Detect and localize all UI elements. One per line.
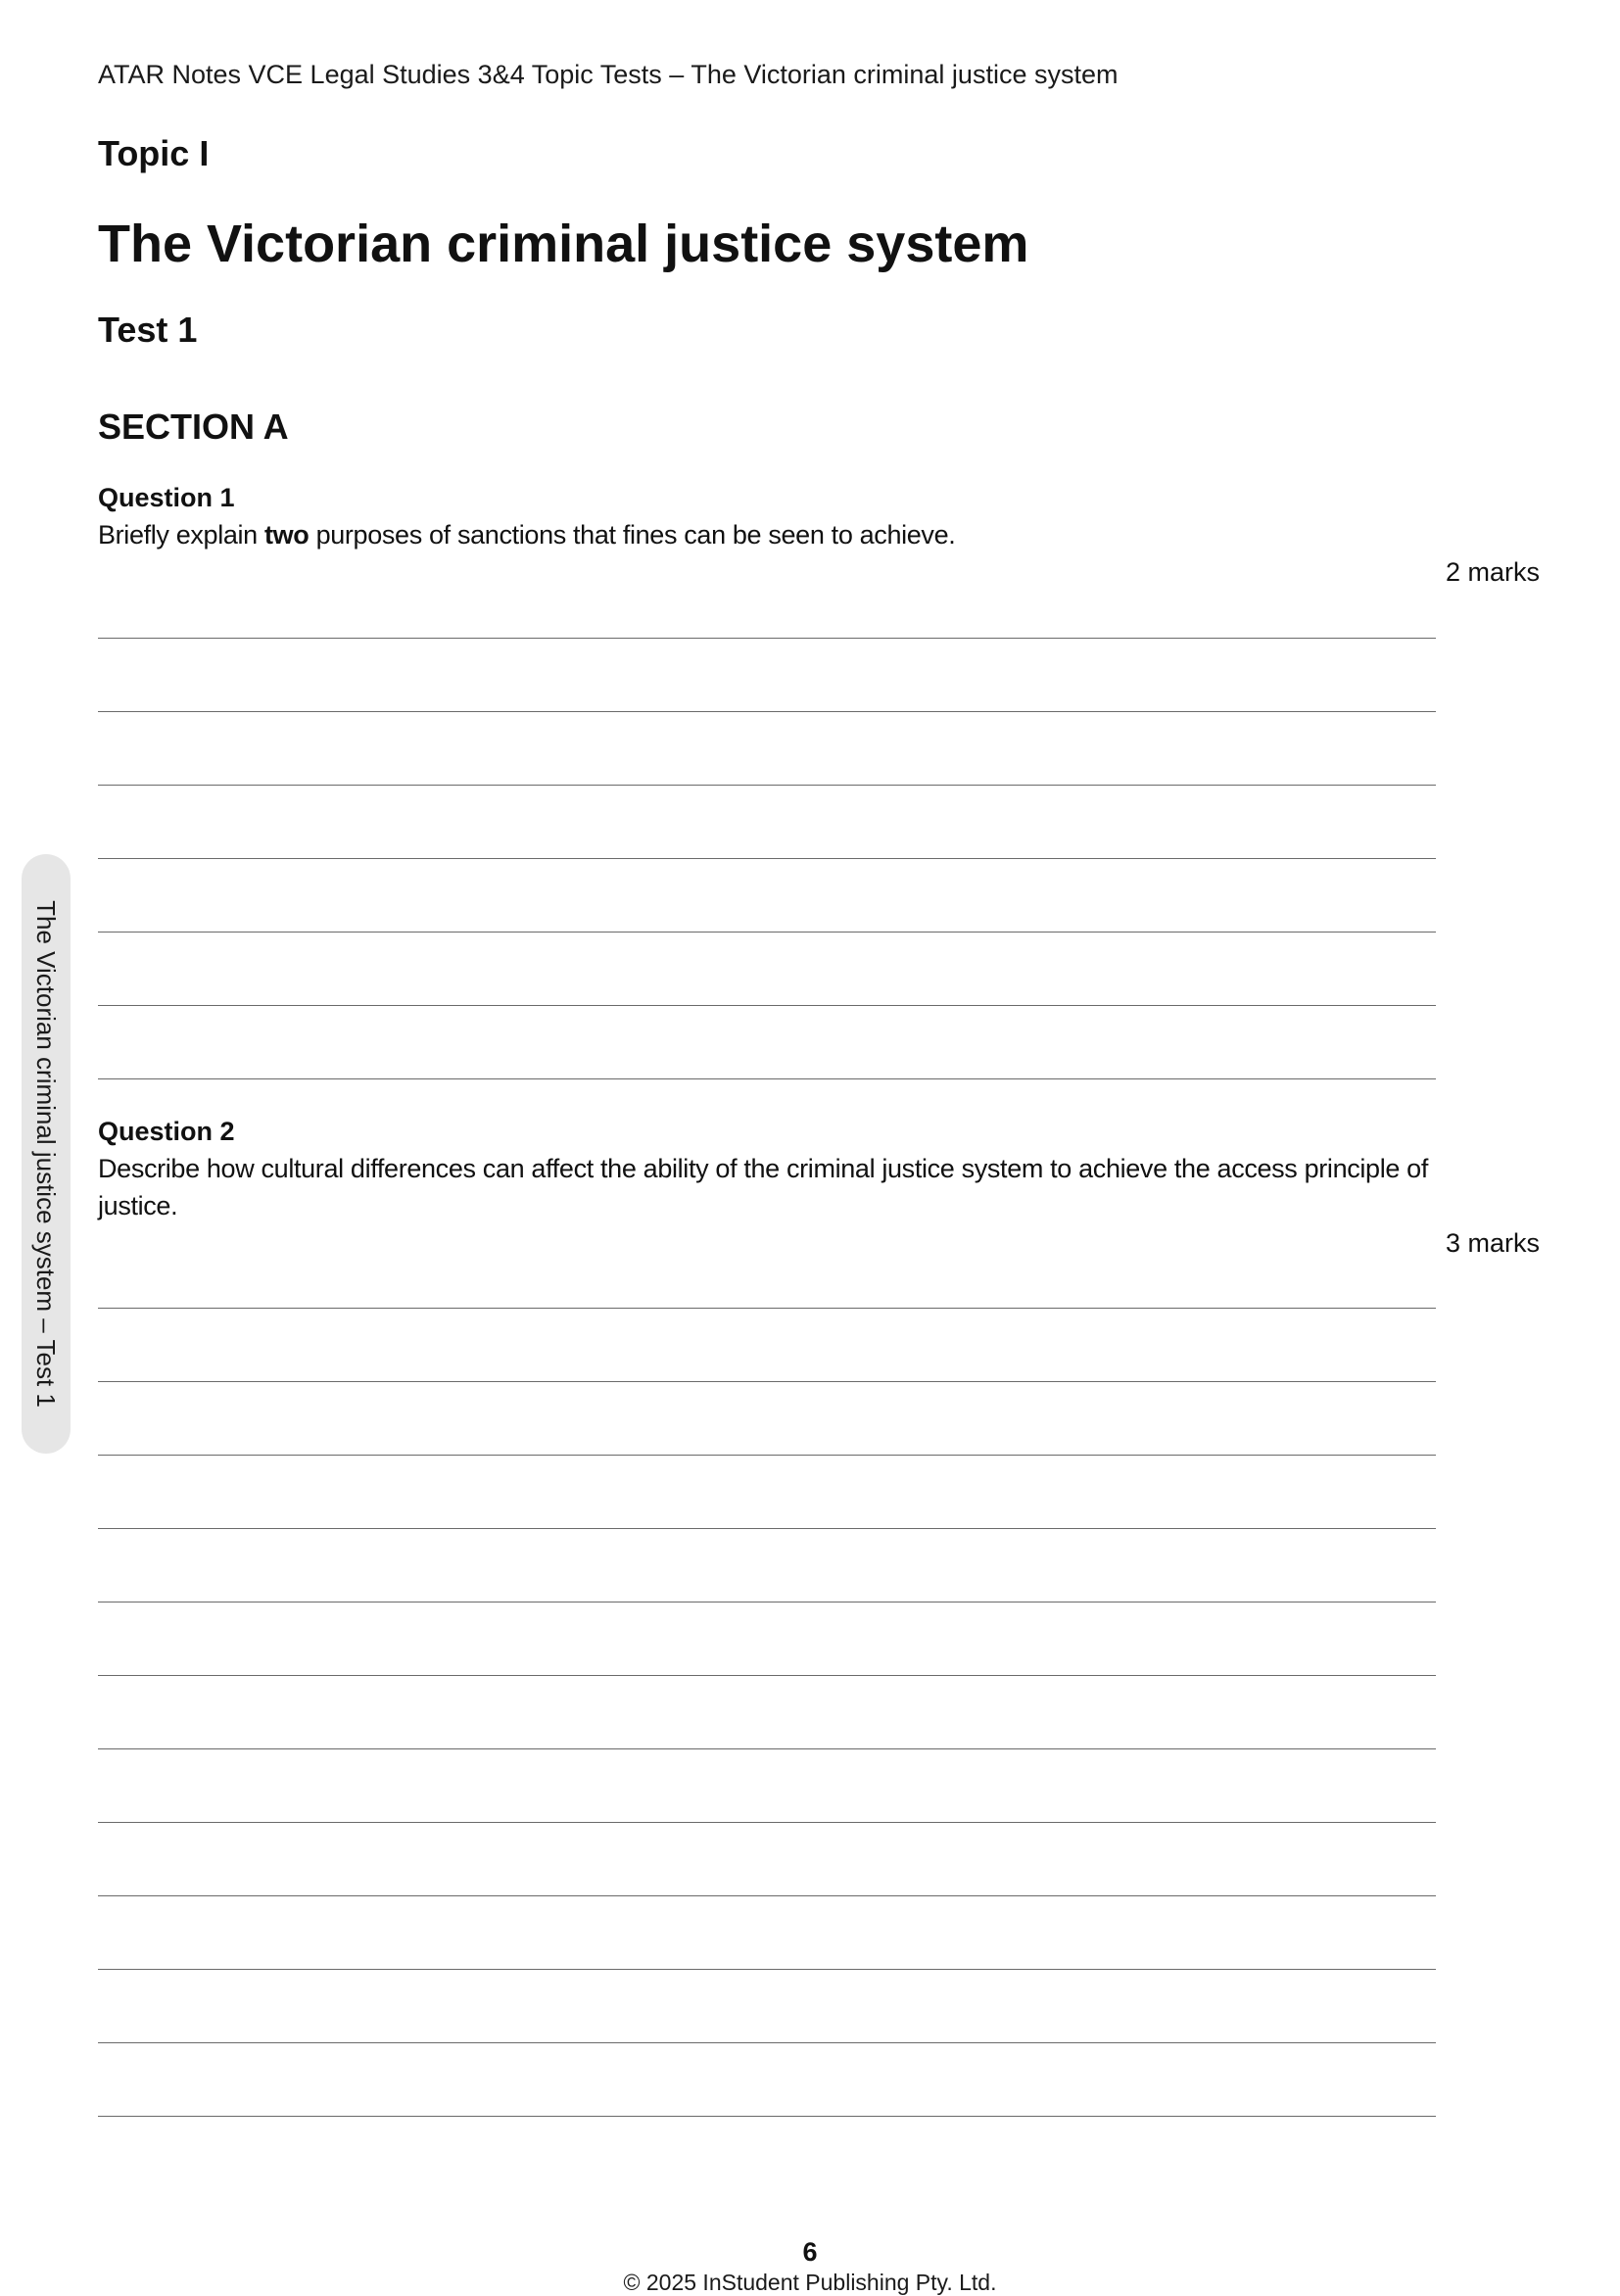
answer-line[interactable]: [98, 1822, 1436, 1823]
answer-line[interactable]: [98, 785, 1436, 786]
test-label: Test 1: [98, 310, 198, 350]
question-1: [98, 479, 1534, 553]
answer-line[interactable]: [98, 1748, 1436, 1749]
question-1-title: Question 1: [98, 483, 235, 512]
question-2-text: Describe how cultural differences can affect the ability of the criminal justice system to achieve the access principle of justice.: [98, 1154, 1428, 1220]
side-tab-label: The Victorian criminal justice system – Test 1: [31, 900, 61, 1408]
question-2: [98, 1113, 1534, 1224]
question-1-marks: 2 marks: [1446, 557, 1541, 587]
answer-line[interactable]: [98, 1969, 1436, 1970]
question-1-text: [98, 516, 1436, 553]
question-2-title: Question 2: [98, 1117, 235, 1146]
side-tab: [22, 854, 71, 1454]
section-heading: SECTION A: [98, 407, 289, 447]
answer-line[interactable]: [98, 1675, 1436, 1676]
answer-line[interactable]: [98, 1308, 1436, 1309]
copyright-notice: © 2025 InStudent Publishing Pty. Ltd.: [623, 2270, 997, 2295]
answer-line[interactable]: [98, 711, 1436, 712]
answer-line[interactable]: [98, 932, 1436, 933]
answer-line[interactable]: [98, 1381, 1436, 1382]
question-1-text-start: Briefly explain: [98, 520, 264, 550]
answer-line[interactable]: [98, 2042, 1436, 2043]
answer-line[interactable]: [98, 858, 1436, 859]
page-number: 6: [802, 2237, 818, 2267]
page-title: The Victorian criminal justice system: [98, 215, 1029, 273]
answer-line[interactable]: [98, 2116, 1436, 2117]
answer-line[interactable]: [98, 1078, 1436, 1079]
answer-line[interactable]: [98, 1895, 1436, 1896]
answer-line[interactable]: [98, 1455, 1436, 1456]
answer-line[interactable]: [98, 1528, 1436, 1529]
question-1-emphasis: two: [263, 520, 310, 550]
topic-label: Topic I: [98, 133, 210, 173]
running-header: ATAR Notes VCE Legal Studies 3&4 Topic Tests – The Victorian criminal justice system: [98, 60, 1119, 89]
question-1-text-end: purposes of sanctions that fines can be seen to achieve.: [309, 520, 956, 550]
question-2-marks: 3 marks: [1446, 1228, 1541, 1258]
answer-line[interactable]: [98, 1005, 1436, 1006]
answer-line[interactable]: [98, 638, 1436, 639]
